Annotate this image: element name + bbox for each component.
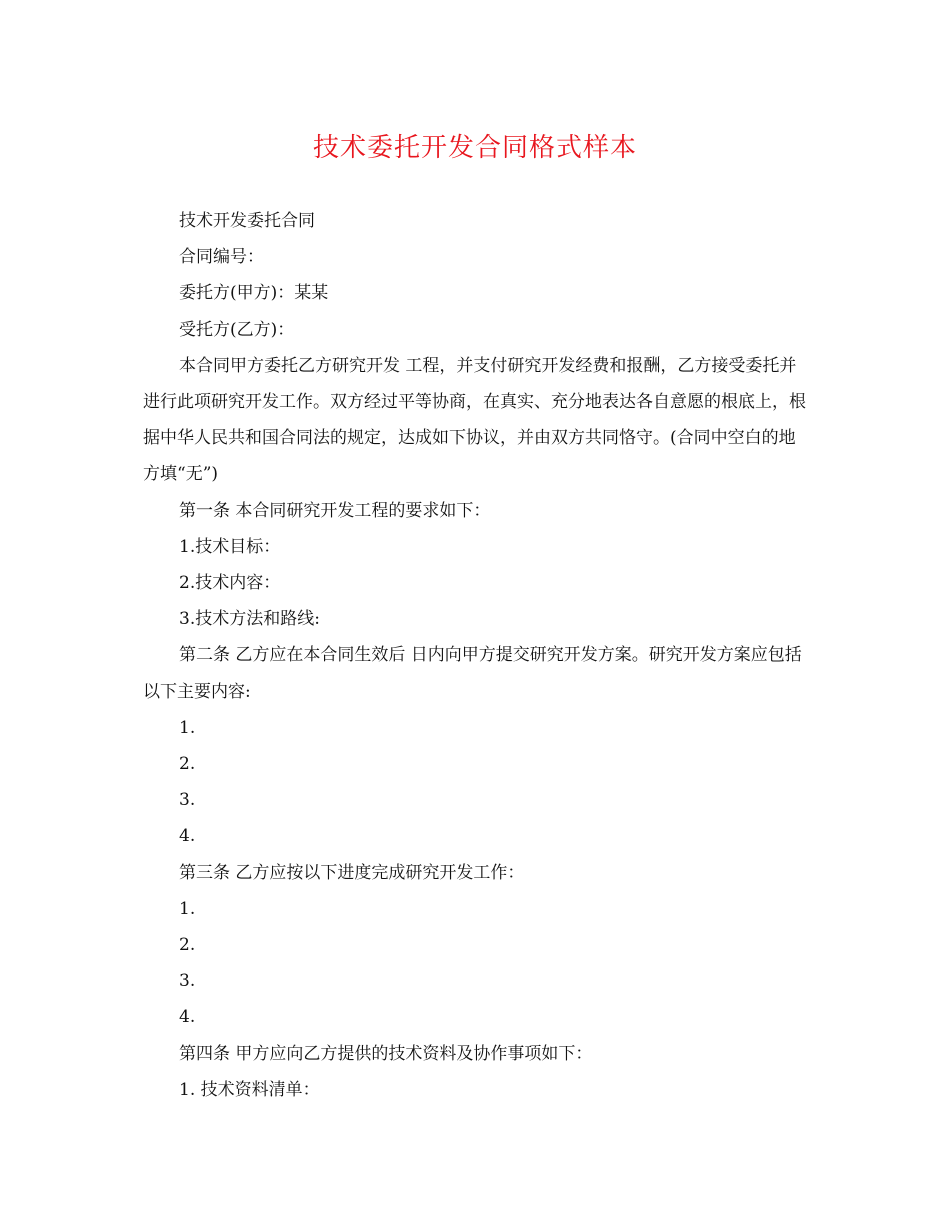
paragraph-party-a: 委托方(甲方)：某某 <box>179 283 329 304</box>
paragraph-contract-number: 合同编号： <box>179 247 264 268</box>
list-item: 2. <box>179 935 196 956</box>
document-title: 技术委托开发合同格式样本 <box>312 133 637 163</box>
paragraph-article-2: 第二条 乙方应在本合同生效后 日内向甲方提交研究开发方案。研究开发方案应包括以下主要内容: <box>143 645 802 702</box>
list-item: 1. <box>179 898 196 919</box>
list-item: 4. <box>179 826 196 847</box>
list-item: 1.技术目标： <box>179 536 281 557</box>
list-item: 3. <box>179 971 196 992</box>
list-item: 4. <box>179 1007 196 1028</box>
paragraph-article-4: 第四条 甲方应向乙方提供的技术资料及协作事项如下： <box>179 1043 593 1064</box>
document-body <box>143 203 807 1108</box>
paragraph-contract-heading: 技术开发委托合同 <box>179 211 315 231</box>
list-item: 1. <box>179 717 196 738</box>
paragraph-party-b: 受托方(乙方)： <box>179 319 295 340</box>
list-item: 1. 技术资料清单： <box>179 1079 320 1100</box>
paragraph-article-1: 第一条 本合同研究开发工程的要求如下： <box>179 500 491 521</box>
paragraph-preamble: 本合同甲方委托乙方研究开发 工程，并支付研究开发经费和报酬，乙方接受委托并进行此项研究开发工作。双方经过平等协商，在真实、充分地表达各自意愿的根底上，根据中华人民共和国合同法的规定，达成如下协议，并由双方共同恪守。(合同中空白的地方填“无”) <box>143 355 806 485</box>
paragraph-article-3: 第三条 乙方应按以下进度完成研究开发工作： <box>179 862 525 883</box>
list-item: 3.技术方法和路线: <box>179 609 320 630</box>
list-item: 2.技术内容： <box>179 573 281 594</box>
list-item: 3. <box>179 790 196 811</box>
list-item: 2. <box>179 754 196 775</box>
